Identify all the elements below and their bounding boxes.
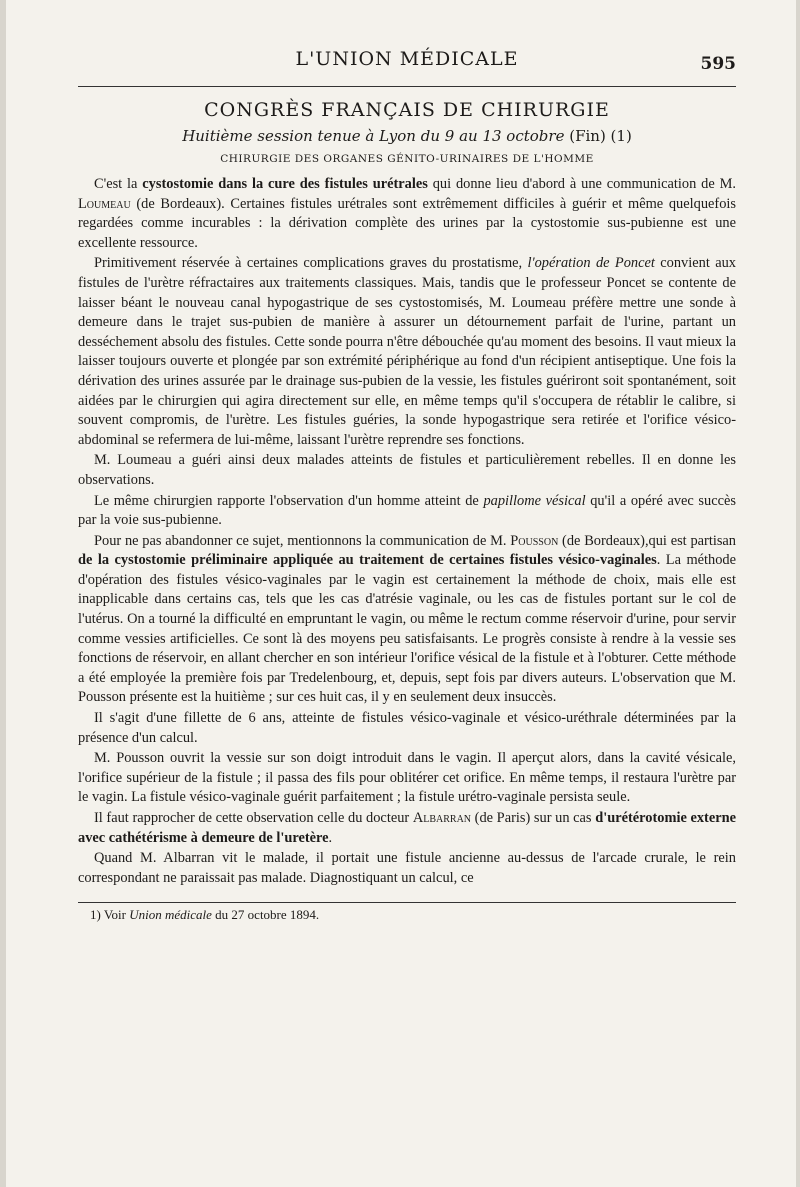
subtitle-italic: Huitième session tenue à Lyon du 9 au 13 octobre xyxy=(182,127,565,145)
running-header xyxy=(78,0,736,74)
author-name: Pousson xyxy=(510,532,559,549)
footnote xyxy=(78,907,736,923)
footnote-rule xyxy=(78,902,736,903)
header-rule xyxy=(78,86,736,87)
text-run: qui donne lieu d'abord à une communication de M. xyxy=(427,176,736,192)
footnote-text: du 27 octobre 1894. xyxy=(211,907,320,923)
paragraph-3: M. Loumeau a guéri ainsi deux malades atteints de fistules et particulièrement rebelles. Il en donne les observations. xyxy=(78,452,736,488)
text-run: qu'il a opéré avec succès par la voie sus-pubienne. xyxy=(78,492,736,529)
text-run: Le même chirurgien rapporte l'observation d'un homme atteint de xyxy=(94,492,484,509)
italic-phrase: l'opération de Poncet xyxy=(527,255,655,272)
paragraph-1 xyxy=(78,175,736,253)
paragraph-6: Il s'agit d'une fillette de 6 ans, atteinte de fistules vésico-vaginale et vésico-uréthrale déterminées par la présence d'un calcul. xyxy=(78,710,736,746)
paragraph-4 xyxy=(78,492,736,531)
author-name: Loumeau xyxy=(78,195,131,212)
running-title: L'UNION MÉDICALE xyxy=(295,48,519,70)
footnote-text: 1) Voir xyxy=(90,907,130,923)
paragraph-7: M. Pousson ouvrit la vessie sur son doigt introduit dans le vagin. Il aperçut alors, dans la cavité vésicale, l'orifice supérieur de la fistule ; il passa des fils pour oblitérer cet orifice. En même temps, il restaura l'urètre par le vagin. La fistule vésico-vaginale guérit parfaitement ; la fistule urétro-vaginale persista seule. xyxy=(78,750,736,806)
text-run: . xyxy=(328,829,333,846)
text-run: convient aux fistules de l'urètre réfractaires aux traitements classiques. Mais, tandis que le professeur Poncet se contente de laisser béant le nouveau canal hypogastrique de ses cystostomisés, M. Loumeau préfère mettre une sonde à demeure dans le trajet sus-pubien de manière à assurer un détournement parfait de l'urine, partant un desséchement absolu des fistules. Cette sonde pourra n'être débouchée qu'au moment des besoins. Il vaut mieux la laisser toujours ouverte et plongée par son extrémité périphérique au fond d'un récipient antiseptique. Une fois la dérivation des urines assurée par le drainage sus-pubien de la vessie, les fistules guériront soit spontanément, soit aidées par le chirurgien qui agira directement sur elle, en même temps qu'il s'occupera de rétablir le calibre, si souvent compromis, de l'urètre. Les fistules guéries, la sonde hypogastrique sera retirée et l'orifice vésico-abdominal se refermera de lui-même, laissant l'urètre reprendre ses fonctions. xyxy=(78,255,736,448)
text-run: C'est la xyxy=(94,176,143,192)
text-run: Pour ne pas abandonner ce sujet, mentionnons la communication de M. xyxy=(94,532,511,549)
italic-phrase: papillome vésical xyxy=(483,492,586,509)
subtitle-plain: (Fin) (1) xyxy=(564,127,632,145)
bold-phrase: d'urétérotomie externe avec cathétérisme à demeure de l'uretère xyxy=(78,810,737,846)
text-run: (de Paris) sur un cas xyxy=(471,810,596,826)
paragraph-9: Quand M. Albarran vit le malade, il portait une fistule ancienne au-dessus de l'arcade crurale, le rein correspondant ne paraissait pas malade. Diagnostiquant un calcul, ce xyxy=(78,850,736,886)
paragraph-5 xyxy=(78,532,736,708)
author-name: Albarran xyxy=(412,810,472,826)
text-run: (de Bordeaux),qui est partisan xyxy=(558,532,736,549)
bold-phrase: de la cystostomie préliminaire appliquée au traitement de certaines fistules vésico-vaginales xyxy=(78,552,657,569)
article-title: CONGRÈS FRANÇAIS DE CHIRURGIE xyxy=(204,99,610,121)
article-body xyxy=(78,175,736,888)
text-run: Primitivement réservée à certaines complications graves du prostatisme, xyxy=(94,255,528,272)
paragraph-2 xyxy=(78,254,736,450)
paragraph-8 xyxy=(78,809,736,848)
document-page xyxy=(6,0,796,1187)
text-run: (de Bordeaux). Certaines fistules urétrales sont extrêmement difficiles à guérir et même quelquefois regardées comme incurables : la dérivation complète des urines par la cystostomie sus-pubienne est une excellente ressource. xyxy=(78,195,736,251)
page-number: 595 xyxy=(700,54,736,74)
footnote-journal: Union médicale xyxy=(129,907,212,923)
article-subtitle xyxy=(78,127,736,145)
text-run: Il faut rapprocher de cette observation celle du docteur xyxy=(94,810,413,826)
text-run: . La méthode d'opération des fistules vésico-vaginales par le vagin est certainement la méthode de choix, mais elle est inapplicable dans certains cas, tels que les cas d'atrésie vaginale, ou les cas de fistules portant sur le col de l'utérus. On a tourné la difficulté en empruntant le vagin, ou même le rectum comme réservoir d'urine, pour servir comme vessies artificielles. Ce sont là des moyens peu satisfaisants. Le progrès consiste à rendre à la vessie ses fonctions de réservoir, en allant chercher en son intérieur l'orifice vésical de la fistule et à l'obturer. Cette méthode a été employée la première fois par Tredelenbourg, et, depuis, sept fois par divers auteurs. L'observation que M. Pousson présente est la huitième ; sur ces huit cas, il y en seulement deux insuccès. xyxy=(78,552,737,706)
section-heading: CHIRURGIE DES ORGANES GÉNITO-URINAIRES DE L'HOMME xyxy=(220,153,594,165)
bold-phrase: cystostomie dans la cure des fistules urétrales xyxy=(142,176,428,192)
